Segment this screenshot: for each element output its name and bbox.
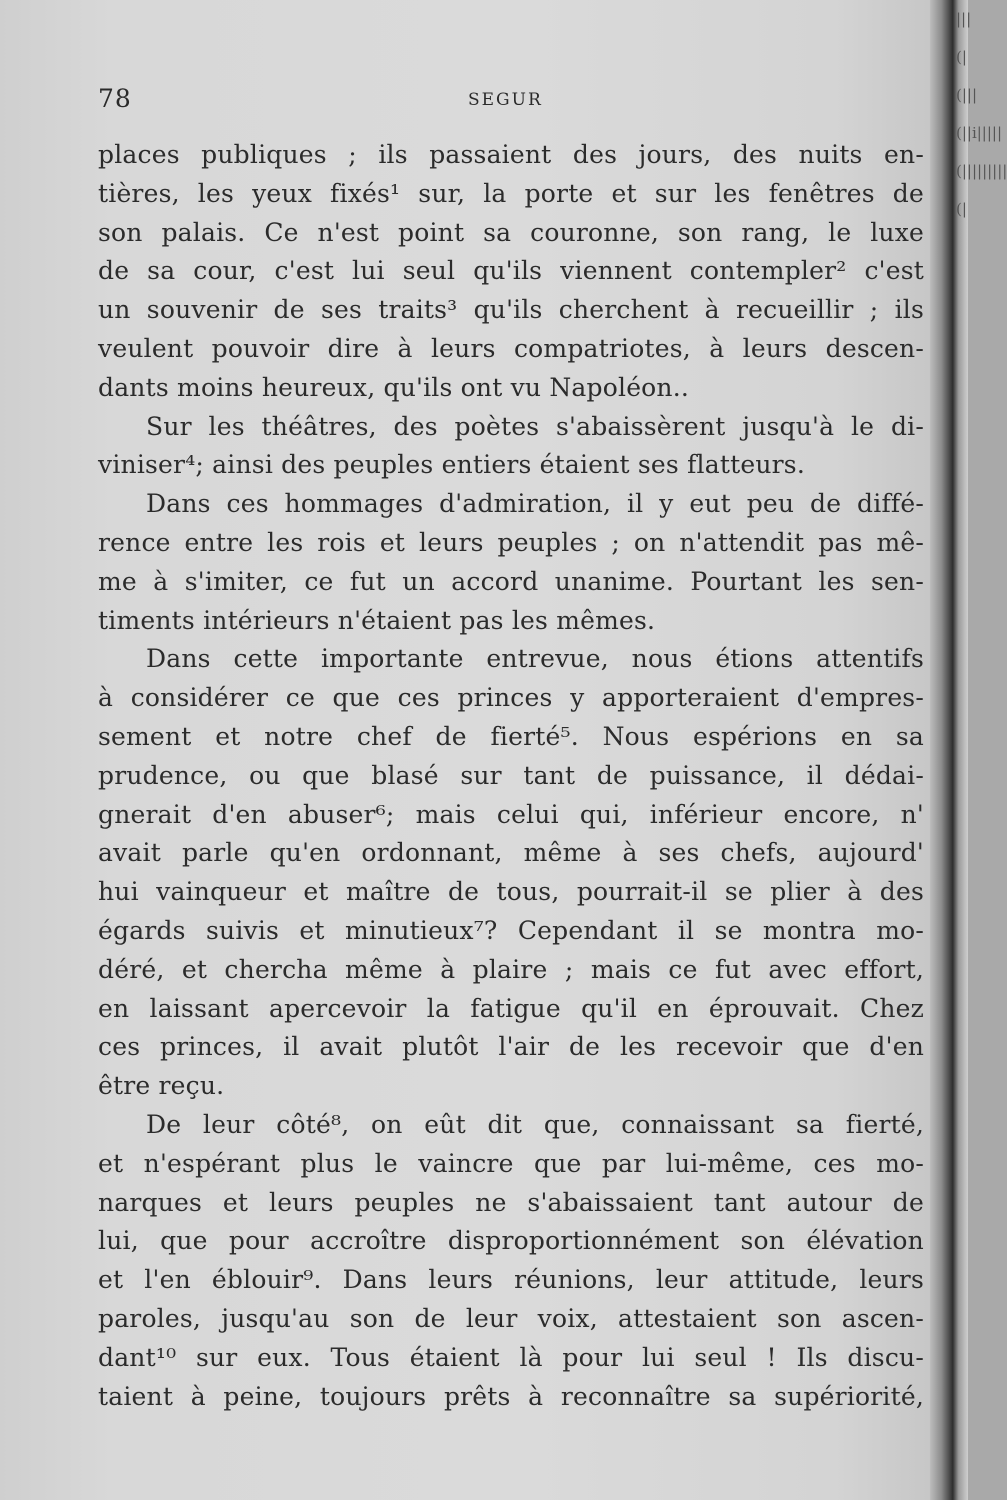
text-line: dants moins heureux, qu'ils ont vu Napoléon.. [98,372,690,402]
text-line: ces princes, il avait plutôt l'air de les recevoir que d'en [98,1032,924,1062]
text-line: de sa cour, c'est lui seul qu'ils viennent contempler² c'est [98,256,924,286]
text-line: un souvenir de ses traits³ qu'ils cherchent à recueillir ; ils [98,295,924,325]
text-line: Dans ces hommages d'admiration, il y eut peu de diffé- [146,489,924,519]
text-line: son palais. Ce n'est point sa couronne, son rang, le luxe [98,217,924,247]
text-line: narques et leurs peuples ne s'abaissaient tant autour de [98,1187,924,1217]
text-line: déré, et chercha même à plaire ; mais ce fut avec effort, [98,954,924,984]
text-line: et n'espérant plus le vaincre que par lui-même, ces mo- [98,1148,924,1178]
text-line: à considérer ce que ces princes y apporteraient d'empres- [98,683,924,713]
text-line: égards suivis et minutieux⁷? Cependant il se montra mo- [98,915,924,945]
text-line: Dans cette importante entrevue, nous étions attentifs [146,644,924,674]
text-line: prudence, ou que blasé sur tant de puissance, il dédai- [98,760,924,790]
text-line: avait parle qu'en ordonnant, même à ses chefs, aujourd' [98,838,924,868]
text-line: timents intérieurs n'étaient pas les mêmes. [98,605,656,635]
page-header [98,84,924,120]
text-line: rence entre les rois et leurs peuples ; on n'attendit pas mê- [98,527,924,557]
text-line: et l'en éblouir⁹. Dans leurs réunions, leur attitude, leurs [98,1265,924,1295]
text-line: hui vainqueur et maître de tous, pourrait-il se plier à des [98,877,924,907]
text-line: en laissant apercevoir la fatigue qu'il en éprouvait. Chez [98,993,924,1023]
body-text [98,136,924,1416]
text-line: tières, les yeux fixés¹ sur, la porte et sur les fenêtres de [98,178,924,208]
text-line: être reçu. [98,1071,225,1101]
text-line: De leur côté⁸, on eût dit que, connaissant sa fierté, [146,1109,924,1139]
facing-page-edge: |||(|(|||(||i|||||(|||||||||(| [956,10,1007,218]
text-line: veulent pouvoir dire à leurs compatriotes, à leurs descen- [98,333,924,363]
text-line: paroles, jusqu'au son de leur voix, attestaient son ascen- [98,1303,924,1333]
text-line: dant¹⁰ sur eux. Tous étaient là pour lui seul ! Ils discu- [98,1342,924,1372]
text-line: places publiques ; ils passaient des jours, des nuits en- [98,140,924,169]
text-line: lui, que pour accroître disproportionnément son élévation [98,1226,924,1256]
text-line: sement et notre chef de fierté⁵. Nous espérions en sa [98,721,924,751]
text-line: taient à peine, toujours prêts à reconnaître sa supériorité, [98,1381,924,1411]
running-head: SEGUR [468,90,543,110]
text-line: me à s'imiter, ce fut un accord unanime. Pourtant les sen- [98,566,924,596]
page-number: 78 [98,84,132,113]
text-line: gnerait d'en abuser⁶; mais celui qui, inférieur encore, n' [98,799,924,829]
text-line: Sur les théâtres, des poètes s'abaissèrent jusqu'à le di- [146,411,924,441]
text-line: viniser⁴; ainsi des peuples entiers étaient ses flatteurs. [98,450,805,480]
